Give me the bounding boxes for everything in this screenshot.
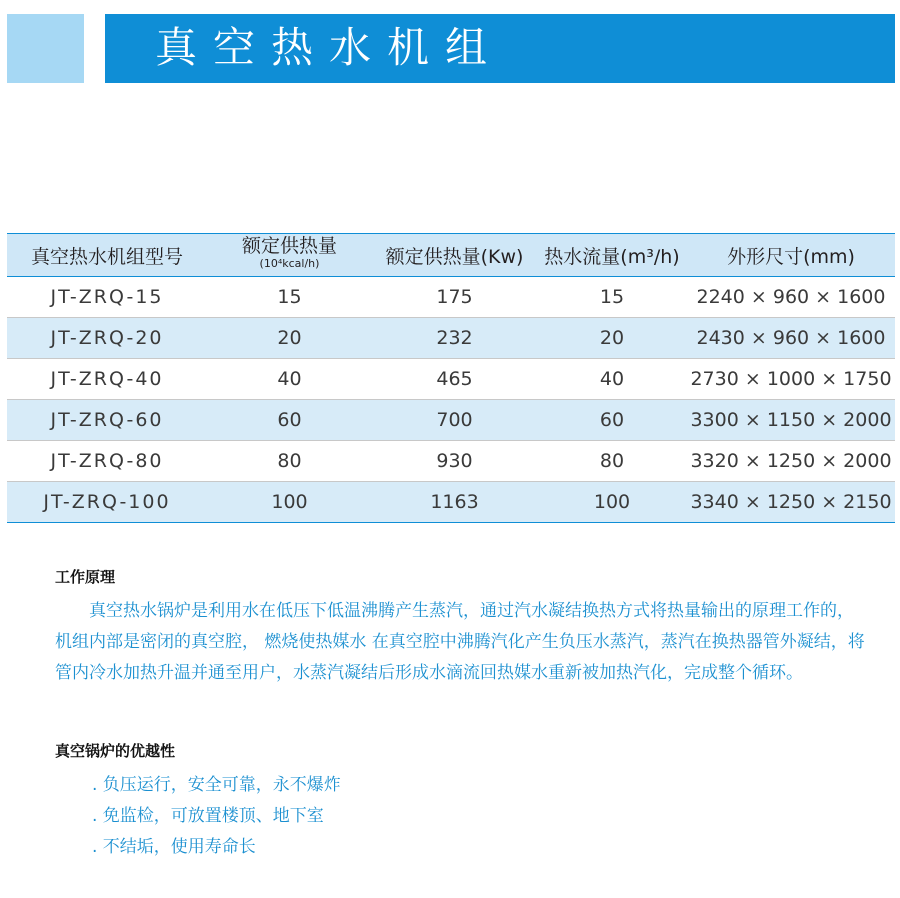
cell-dims: 2730 × 1000 × 1750 [687,359,895,400]
cell-model: JT-ZRQ-20 [7,318,207,359]
table-row [7,400,895,441]
cell-heat: 100 [207,482,372,523]
cell-dims: 2240 × 960 × 1600 [687,277,895,318]
table-header-row [7,234,895,277]
cell-heat: 60 [207,400,372,441]
cell-kw: 175 [372,277,537,318]
principle-heading: 工作原理 [55,568,116,586]
cell-kw: 465 [372,359,537,400]
cell-kw: 1163 [372,482,537,523]
cell-flow: 100 [537,482,687,523]
cell-heat: 20 [207,318,372,359]
page-title: 真空热水机组 [155,23,504,72]
header-rated-heat-kcal [207,234,372,277]
header-rated-heat-unit: (10⁴kcal/h) [259,257,320,270]
cell-flow: 20 [537,318,687,359]
header-flow: 热水流量(m³/h) [537,234,687,277]
cell-heat: 80 [207,441,372,482]
cell-model: JT-ZRQ-100 [7,482,207,523]
cell-dims: 3340 × 1250 × 2150 [687,482,895,523]
table-row [7,441,895,482]
header-dimensions: 外形尺寸(mm) [687,234,895,277]
cell-heat: 15 [207,277,372,318]
table-row [7,318,895,359]
table-row [7,482,895,523]
list-item: . 免监检，可放置楼顶、地下室 [92,806,324,826]
cell-kw: 232 [372,318,537,359]
principle-body: 真空热水锅炉是利用水在低压下低温沸腾产生蒸汽，通过汽水凝结换热方式将热量输出的原理工作的，机组内部是密闭的真空腔， 燃烧使热媒水 在真空腔中沸腾汽化产生负压水蒸汽，蒸汽在换热器管外凝结，将管内冷水加热升温并通至用户，水蒸汽凝结后形成水滴流回热媒水重新被加热汽化，完成整个循环。 [55,601,865,683]
cell-model: JT-ZRQ-40 [7,359,207,400]
table-row [7,359,895,400]
cell-heat: 40 [207,359,372,400]
cell-dims: 2430 × 960 × 1600 [687,318,895,359]
header-rated-heat-kw: 额定供热量(Kw) [372,234,537,277]
header-rated-heat-label: 额定供热量 [241,235,337,257]
advantages-heading: 真空锅炉的优越性 [55,742,176,760]
cell-flow: 60 [537,400,687,441]
list-item: . 不结垢，使用寿命长 [92,837,256,857]
table-row [7,277,895,318]
cell-model: JT-ZRQ-80 [7,441,207,482]
cell-kw: 700 [372,400,537,441]
cell-dims: 3320 × 1250 × 2000 [687,441,895,482]
cell-dims: 3300 × 1150 × 2000 [687,400,895,441]
title-bar [105,14,895,83]
cell-model: JT-ZRQ-15 [7,277,207,318]
cell-flow: 80 [537,441,687,482]
header-model: 真空热水机组型号 [7,234,207,277]
list-item: . 负压运行，安全可靠，永不爆炸 [92,775,341,795]
cell-flow: 40 [537,359,687,400]
spec-table [7,233,895,523]
advantages-list [92,770,341,863]
cell-kw: 930 [372,441,537,482]
cell-flow: 15 [537,277,687,318]
header-accent-block [7,14,84,83]
cell-model: JT-ZRQ-60 [7,400,207,441]
